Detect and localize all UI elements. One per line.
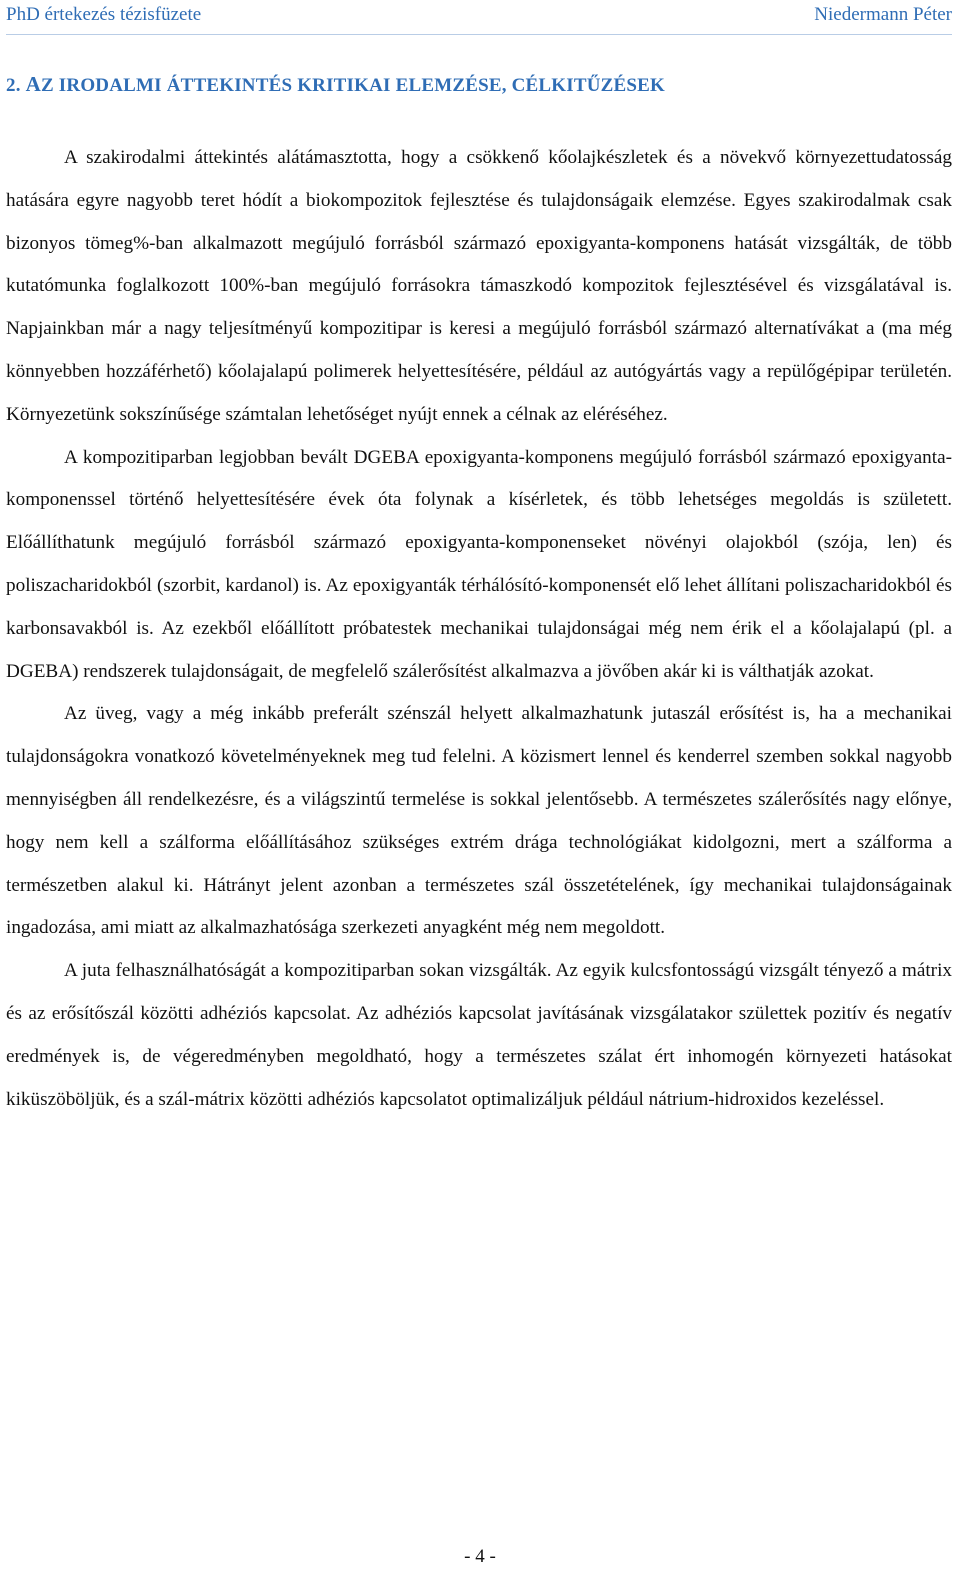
- paragraph-jute-reinforcement: Az üveg, vagy a még inkább preferált szénszál helyett alkalmazhatunk jutaszál erősítést is, ha a mechanikai tulajdonságokra vonatkozó követelményeknek meg tud felelni. A közismert lennel és kenderrel szemben sokkal nagyobb mennyiségben áll rendelkezésre, és a világszintű termelése is sokkal jelentősebb. A természetes szálerősítés nagy előnye, hogy nem kell a szálforma előállításához szükséges extrém drága technológiákat kidolgozni, mert a szálforma a természetben alakul ki. Hátrányt jelent azonban a természetes szál összetételének, így mechanikai tulajdonságainak ingadozása, ami miatt az alkalmazhatósága szerkezeti anyagként még nem megoldott.: [6, 703, 952, 939]
- section-title-initial: A: [25, 72, 41, 96]
- body-text: [6, 137, 952, 1121]
- header-document-title: PhD értekezés tézisfüzete: [6, 4, 202, 25]
- header-author-name: Niedermann Péter: [814, 4, 952, 25]
- section-number: 2.: [6, 75, 26, 96]
- paragraph-dgeba-replacement: A kompozitiparban legjobban bevált DGEBA epoxigyanta-komponens megújuló forrásból származó epoxigyanta-komponenssel történő helyettesítésére évek óta folynak a kísérletek, és több lehetséges megoldás is született. Előállíthatunk megújuló forrásból származó epoxigyanta-komponenseket növényi olajokból (szója, len) és poliszacharidokból (szorbit, kardanol) is. Az epoxigyanták térhálósító-komponensét elő lehet állítani poliszacharidokból és karbonsavakból is. Az ezekből előállított próbatestek mechanikai tulajdonságai még nem érik el a kőolajalapú (pl. a DGEBA) rendszerek tulajdonságait, de megfelelő szálerősítést alkalmazva a jövőben akár ki is válthatják azokat.: [6, 446, 952, 682]
- page-number: - 4 -: [464, 1546, 496, 1567]
- running-header: [6, 4, 952, 35]
- section-heading: [6, 72, 665, 97]
- section-title: Z IRODALMI ÁTTEKINTÉS KRITIKAI ELEMZÉSE, CÉLKITŰZÉSEK: [40, 75, 666, 96]
- paragraph-literature-summary: A szakirodalmi áttekintés alátámasztotta, hogy a csökkenő kőolajkészletek és a növekvő környezettudatosság hatására egyre nagyobb teret hódít a biokompozitok fejlesztése és tulajdonságaik elemzése. Egyes szakirodalmak csak bizonyos tömeg%-ban alkalmazott megújuló forrásból származó epoxigyanta-komponens hatását vizsgálták, de több kutatómunka foglalkozott 100%-ban megújuló forrásokra támaszkodó kompozitok fejlesztésével és vizsgálatával is. Napjainkban már a nagy teljesítményű kompozitipar is keresi a megújuló forrásból származó alternatívákat a (ma még könnyebben hozzáférhető) kőolajalapú polimerek helyettesítésére, például az autógyártás vagy a repülőgépipar területén. Környezetünk sokszínűsége számtalan lehetőséget nyújt ennek a célnak az eléréséhez.: [6, 147, 952, 425]
- paragraph-jute-adhesion: A juta felhasználhatóságát a kompozitiparban sokan vizsgálták. Az egyik kulcsfontosságú vizsgált tényező a mátrix és az erősítőszál közötti adhéziós kapcsolat. Az adhéziós kapcsolat javításának vizsgálatakor születtek pozitív és negatív eredmények is, de végeredményben megoldható, hogy a természetes szálat ért inhomogén környezeti hatásokat kiküszöböljük, és a szál-mátrix közötti adhéziós kapcsolatot optimalizáljuk például nátrium-hidroxidos kezeléssel.: [6, 960, 952, 1110]
